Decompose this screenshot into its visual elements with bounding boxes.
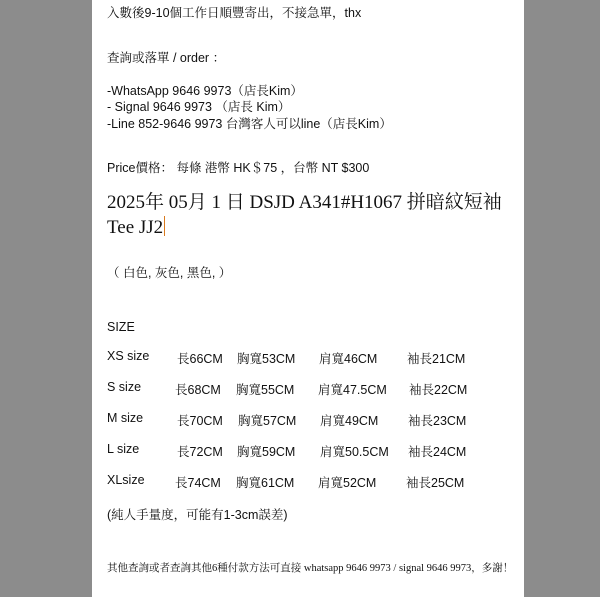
size-cell-size: M size [107,411,144,425]
size-cell-sleeve: 袖長24CM [408,445,467,459]
size-cell-sleeve: 袖長23CM [408,414,467,428]
shipping-note: 入數後9-10個工作日順豐寄出，不接急單，thx [107,6,362,20]
size-cell-shoulder: 肩寬52CM [318,476,377,490]
whatsapp-contact: -WhatsApp 9646 9973（店長Kim） [107,84,303,98]
size-cell-chest: 胸寬53CM [237,352,296,366]
measurement-note: (純人手量度，可能有1-3cm誤差) [107,508,288,522]
price-line: Price價格： 每條 港幣 HK＄75 ，台幣 NT $300 [107,161,370,175]
size-cell-shoulder: 肩寬50.5CM [320,445,389,459]
size-heading: SIZE [107,320,135,334]
document-page [92,0,524,597]
size-cell-chest: 胸寬57CM [238,414,297,428]
size-cell-length: 長66CM [177,352,223,366]
footer-contact: 其他查詢或者查詢其他6種付款方法可直接 whatsapp 9646 9973 / signal 9646 9973，多謝！ [107,563,514,574]
color-options: （ 白色, 灰色, 黑色, ） [107,266,232,280]
line-contact: -Line 852-9646 9973 台灣客人可以line（店長Kim） [107,117,392,131]
signal-contact: - Signal 9646 9973 （店長 Kim） [107,100,291,114]
size-cell-sleeve: 袖長21CM [407,352,466,366]
size-cell-size: XLsize [107,473,145,487]
size-cell-size: XS size [107,349,150,363]
size-cell-length: 長72CM [177,445,223,459]
size-cell-length: 長74CM [175,476,221,490]
size-cell-sleeve: 袖長25CM [406,476,465,490]
size-cell-shoulder: 肩寬47.5CM [318,383,387,397]
text-caret [164,216,165,236]
size-cell-chest: 胸寬59CM [237,445,296,459]
size-cell-length: 長68CM [175,383,221,397]
size-cell-shoulder: 肩寬46CM [319,352,378,366]
size-cell-size: S size [107,380,142,394]
size-cell-chest: 胸寬55CM [236,383,295,397]
product-title[interactable] [107,190,524,240]
order-heading: 查詢或落單 / order ： [107,51,226,65]
size-cell-length: 長70CM [177,414,223,428]
product-title-text: 2025年 05月 1 日 DSJD A341#H1067 拼暗紋短袖 Tee JJ2 [107,192,502,238]
size-cell-chest: 胸寬61CM [236,476,295,490]
size-cell-shoulder: 肩寬49CM [320,414,379,428]
size-cell-size: L size [107,442,140,456]
size-cell-sleeve: 袖長22CM [409,383,468,397]
